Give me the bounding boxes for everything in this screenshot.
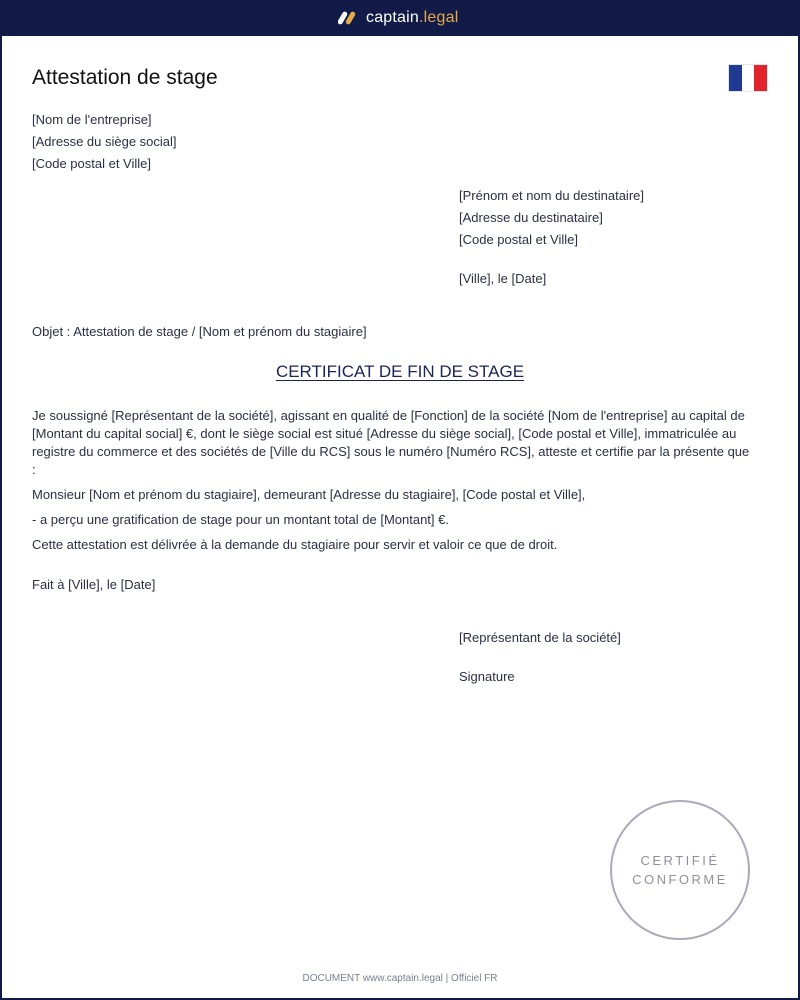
document-title: Attestation de stage (32, 66, 218, 89)
object-line: Objet : Attestation de stage / [Nom et prénom du stagiaire] (32, 324, 367, 339)
signatory-name: [Représentant de la société] (459, 630, 621, 645)
body-paragraph-purpose: Cette attestation est délivrée à la demande du stagiaire pour servir et valoir ce que de droit. (32, 537, 558, 552)
flag-white-band (742, 65, 755, 91)
place-date: [Ville], le [Date] (459, 271, 547, 286)
seal-line-1: CERTIFIÉ (640, 853, 720, 868)
seal-line-2: CONFORME (632, 872, 728, 887)
sender-city: [Code postal et Ville] (32, 156, 151, 171)
signature-label: Signature (459, 669, 515, 684)
certificate-heading: CERTIFICAT DE FIN DE STAGE (275, 362, 525, 381)
pen-strokes-icon (338, 9, 358, 27)
sender-address: [Adresse du siège social] (32, 134, 177, 149)
certified-seal (610, 800, 750, 940)
flag-blue-band (729, 65, 742, 91)
document-page (2, 36, 798, 998)
sender-company: [Nom de l'entreprise] (32, 112, 152, 127)
brand-name: captain.legal (366, 9, 459, 26)
brand-logo[interactable] (338, 8, 458, 28)
top-bar (0, 0, 800, 36)
flag-red-band (754, 65, 767, 91)
recipient-address: [Adresse du destinataire] (459, 210, 603, 225)
body-paragraph-gratification: - a perçu une gratification de stage pour un montant total de [Montant] €. (32, 512, 449, 527)
body-paragraph-declaration: Je soussigné [Représentant de la société], agissant en qualité de [Fonction] de la société [Nom de l'entreprise] au capital de [Montant du capital social] €, dont le siège social est situé [Adresse du siège social], [Code postal et Ville], immatriculée au registre du commerce et des sociétés de [Ville du RCS] sous le numéro [Numéro RCS], atteste et certifie par la présente que : (32, 408, 750, 477)
done-at-line: Fait à [Ville], le [Date] (32, 577, 156, 592)
body-paragraph-intern: Monsieur [Nom et prénom du stagiaire], demeurant [Adresse du stagiaire], [Code postal et Ville], (32, 487, 586, 502)
recipient-name: [Prénom et nom du destinataire] (459, 188, 644, 203)
french-flag-icon (728, 64, 768, 92)
recipient-city: [Code postal et Ville] (459, 232, 578, 247)
page-footer: DOCUMENT www.captain.legal | Officiel FR (302, 973, 498, 984)
